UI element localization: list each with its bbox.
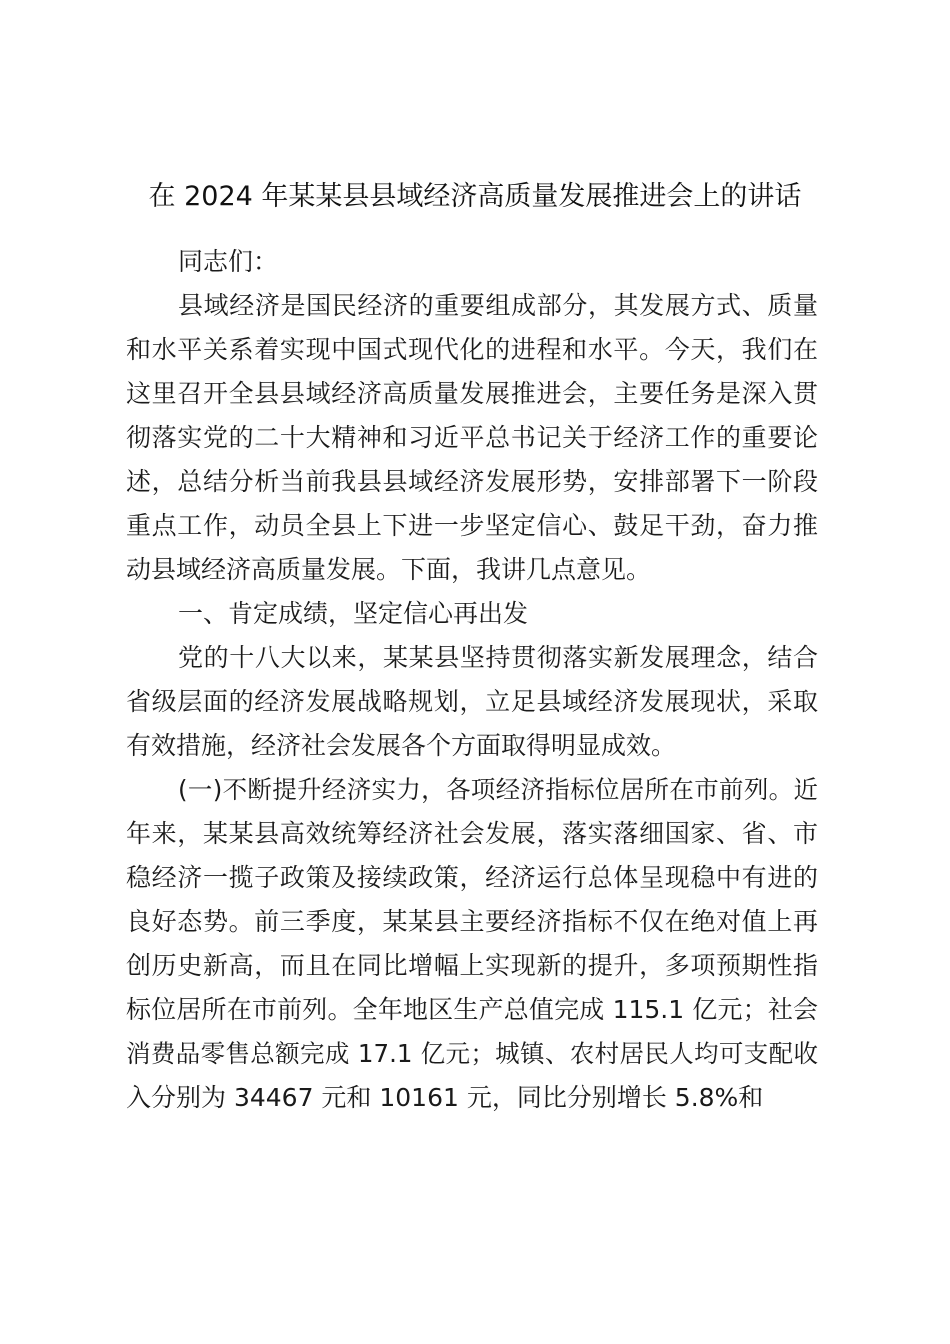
- text-line: 年来，某某县高效统筹经济社会发展，落实落细国家、省、市: [126, 819, 818, 848]
- text-line: 标位居所在市前列。全年地区生产总值完成 115.1 亿元；社会: [126, 995, 818, 1024]
- text-line: 动县域经济高质量发展。下面，我讲几点意见。: [126, 555, 652, 584]
- text-line: 同志们：: [178, 247, 279, 276]
- text-line: 述，总结分析当前我县县域经济发展形势，安排部署下一阶段: [126, 467, 818, 496]
- text-line: 稳经济一揽子政策及接续政策，经济运行总体呈现稳中有进的: [126, 863, 818, 892]
- text-line: 彻落实党的二十大精神和习近平总书记关于经济工作的重要论: [126, 423, 818, 452]
- text-line: 这里召开全县县域经济高质量发展推进会，主要任务是深入贯: [126, 379, 818, 408]
- text-line: 重点工作，动员全县上下进一步坚定信心、鼓足干劲，奋力推: [126, 511, 818, 540]
- text-line: 良好态势。前三季度，某某县主要经济指标不仅在绝对值上再: [126, 907, 818, 936]
- text-line: 一、肯定成绩，坚定信心再出发: [178, 599, 529, 628]
- text-line: 入分别为 34467 元和 10161 元，同比分别增长 5.8%和: [126, 1083, 764, 1112]
- text-line: 省级层面的经济发展战略规划，立足县域经济发展现状，采取: [126, 687, 818, 716]
- document-title: 在 2024 年某某县县域经济高质量发展推进会上的讲话: [148, 181, 802, 212]
- text-line: 消费品零售总额完成 17.1 亿元；城镇、农村居民人均可支配收: [126, 1039, 818, 1068]
- text-line: 创历史新高，而且在同比增幅上实现新的提升，多项预期性指: [126, 951, 818, 980]
- text-line: 党的十八大以来，某某县坚持贯彻落实新发展理念，结合: [178, 643, 818, 672]
- text-line: (一)不断提升经济实力，各项经济指标位居所在市前列。近: [178, 775, 818, 804]
- text-line: 和水平关系着实现中国式现代化的进程和水平。今天，我们在: [126, 335, 818, 364]
- text-line: 县域经济是国民经济的重要组成部分，其发展方式、质量: [178, 291, 818, 320]
- document-body: [126, 240, 818, 1120]
- text-line: 有效措施，经济社会发展各个方面取得明显成效。: [126, 731, 677, 760]
